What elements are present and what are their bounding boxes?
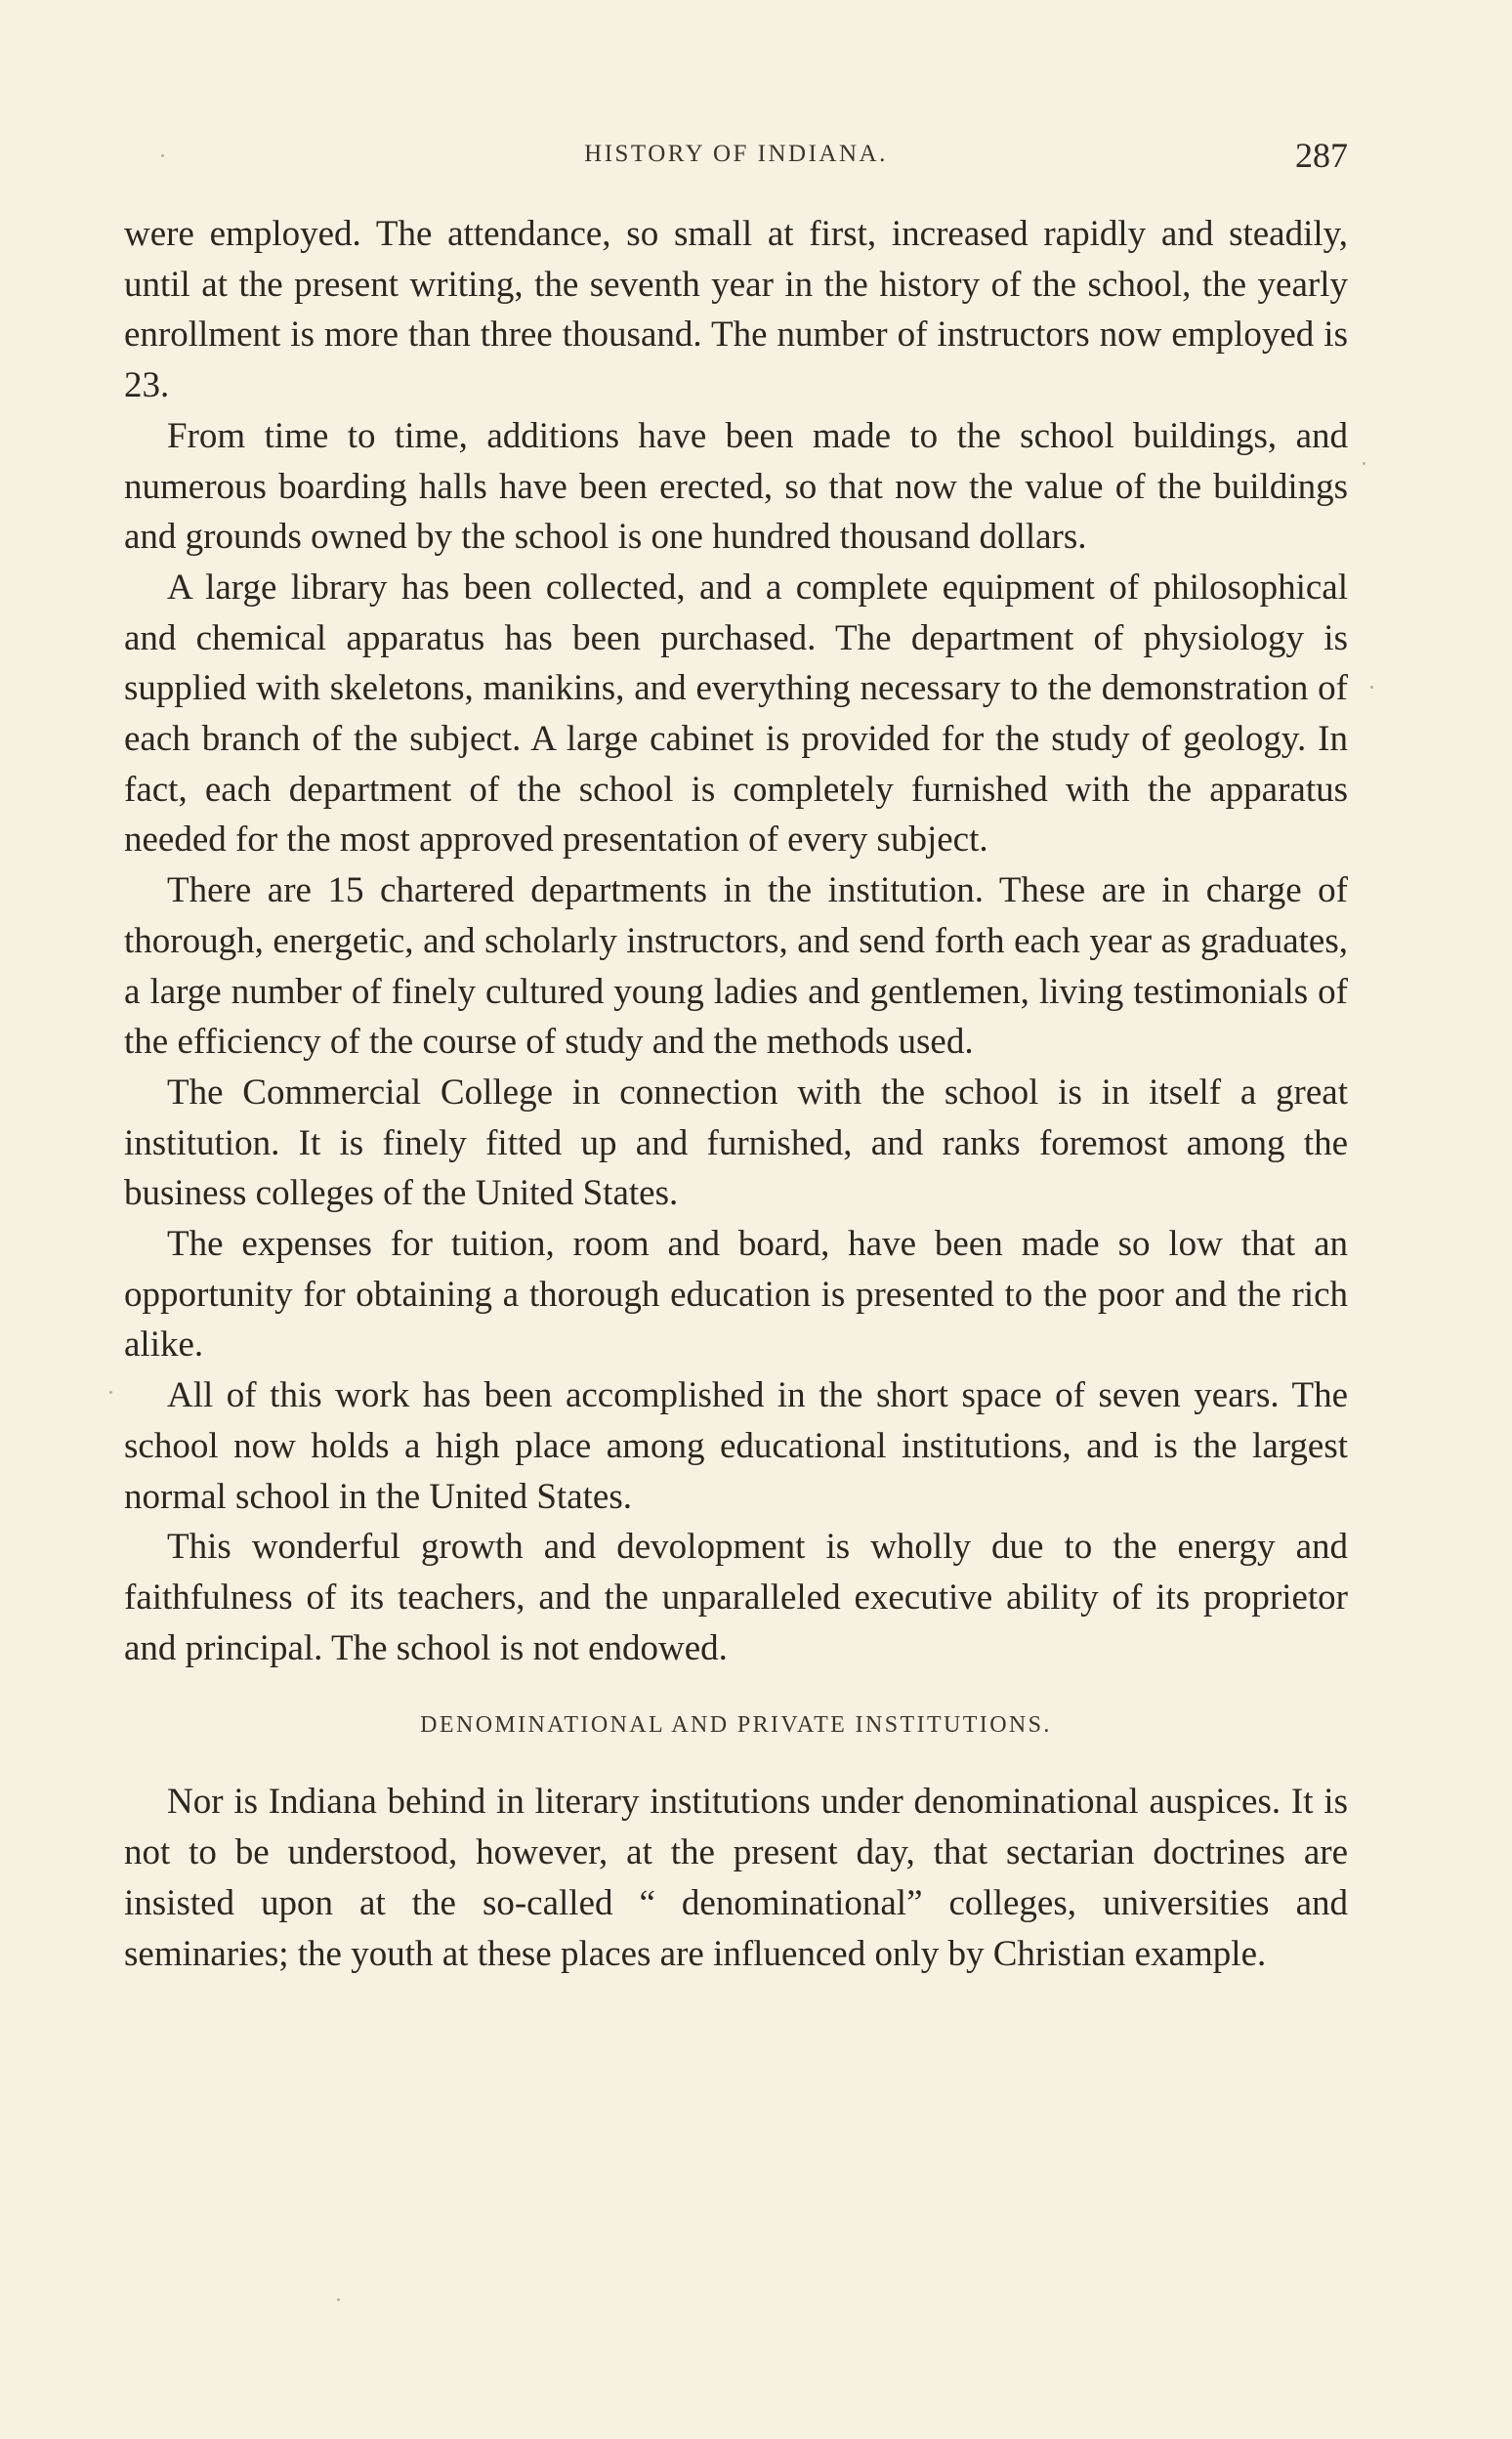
paper-speck bbox=[337, 2298, 340, 2301]
paragraph-departments: There are 15 chartered departments in the institution. These are in charge of thorough, energetic, and scholarly instructors, and send forth each year as graduates, a large number of finely cultured young ladies and gentlemen, living testimonials of the efficiency of the course of study and the methods used. bbox=[124, 870, 1348, 1063]
running-title: HISTORY OF INDIANA. bbox=[584, 141, 888, 167]
running-head bbox=[124, 135, 1348, 184]
body-text bbox=[124, 209, 1348, 1979]
paragraph-commercial-college: The Commercial College in connection with the school is in itself a great institution. It is finely fitted up and furnished, and ranks foremost among the business colleges of the United States. bbox=[124, 1072, 1348, 1214]
paragraph-expenses: The expenses for tuition, room and board, have been made so low that an opportunity for obtaining a thorough education is presented to the poor and the rich alike. bbox=[124, 1224, 1348, 1366]
paragraph-seven-years: All of this work has been accomplished in the short space of seven years. The school now holds a high place among educational institutions, and is the largest normal school in the United States. bbox=[124, 1375, 1348, 1517]
paper-speck bbox=[161, 154, 164, 157]
paragraph-buildings: From time to time, additions have been made to the school buildings, and numerous boarding halls have been erected, so that now the value of the buildings and grounds owned by the school is one hundred thousand dollars. bbox=[124, 415, 1348, 558]
paragraph-continued: were employed. The attendance, so small at first, increased rapidly and steadily, until at the present writing, the seventh year in the history of the school, the yearly enrollment is more than three thousand. The number of instructors now employed is 23. bbox=[124, 214, 1348, 406]
paragraph-growth: This wonderful growth and devolopment is wholly due to the energy and faithfulness of its teachers, and the unparalleled executive ability of its proprietor and principal. The school is not endowed. bbox=[124, 1527, 1348, 1668]
paper-speck bbox=[1363, 462, 1365, 465]
paragraph-denominational: Nor is Indiana behind in literary institutions under denominational auspices. It is not to be understood, however, at the present day, that sectarian doctrines are insisted upon at the so-called “ denominational” colleges, universities and seminaries; the youth at these places are influenced only by Christian example. bbox=[124, 1782, 1348, 1974]
paragraph-library: A large library has been collected, and a complete equipment of philosophical and chemical apparatus has been purchased. The department of physiology is supplied with skeletons, manikins, and everything necessary to the demonstration of each branch of the subject. A large cabinet is provided for the study of geology. In fact, each department of the school is completely furnished with the apparatus needed for the most approved presentation of every subject. bbox=[124, 567, 1348, 861]
page-number: 287 bbox=[1295, 136, 1348, 175]
section-heading: DENOMINATIONAL AND PRIVATE INSTITUTIONS. bbox=[420, 1712, 1052, 1739]
paper-speck bbox=[109, 1391, 112, 1394]
paper-speck bbox=[1370, 686, 1373, 689]
